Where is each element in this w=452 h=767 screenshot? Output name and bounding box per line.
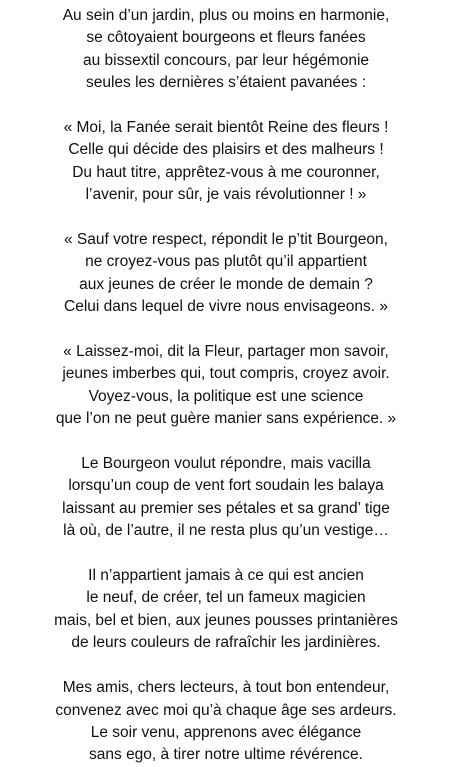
poem-line: de leurs couleurs de rafraîchir les jardinières. [71, 634, 381, 652]
stanza-3 [0, 229, 452, 319]
poem-line: sans ego, à tirer notre ultime révérence. [89, 746, 363, 764]
poem [0, 5, 452, 767]
poem-line: Il n’appartient jamais à ce qui est ancien [88, 567, 364, 585]
poem-line: seules les dernières s’étaient pavanées : [85, 74, 367, 92]
poem-line: Celui dans lequel de vivre nous envisageons. » [64, 298, 388, 316]
poem-line: là où, de l’autre, il ne resta plus qu’un vestige… [63, 522, 389, 540]
poem-line: Mes amis, chers lecteurs, à tout bon entendeur, [62, 679, 390, 697]
poem-line: Celle qui décide des plaisirs et des malheurs ! [68, 141, 384, 159]
poem-line: se côtoyaient bourgeons et fleurs fanées [86, 29, 366, 47]
poem-line: l’avenir, pour sûr, je vais révolutionner ! » [85, 186, 367, 204]
poem-line: convenez avec moi qu’à chaque âge ses ardeurs. [55, 701, 397, 719]
poem-line: Le Bourgeon voulut répondre, mais vacilla [81, 455, 371, 473]
poem-line: « Sauf votre respect, répondit le p’tit Bourgeon, [64, 231, 388, 249]
poem-line: laissant au premier ses pétales et sa grand’ tige [62, 499, 390, 517]
poem-line: Voyez-vous, la politique est une science [88, 387, 364, 405]
stanza-1 [0, 5, 452, 95]
poem-line: « Laissez-moi, dit la Fleur, partager mon savoir, [63, 343, 389, 361]
poem-line: lorsqu’un coup de vent fort soudain les balaya [68, 477, 384, 495]
stanza-4 [0, 341, 452, 431]
poem-line: jeunes imberbes qui, tout compris, croyez avoir. [62, 365, 390, 383]
poem-line: « Moi, la Fanée serait bientôt Reine des fleurs ! [63, 119, 389, 137]
poem-line: Du haut titre, apprêtez-vous à me couronner, [72, 163, 380, 181]
poem-line: le neuf, de créer, tel un fameux magicien [86, 589, 366, 607]
poem-line: que l’on ne peut guère manier sans expérience. » [55, 410, 397, 428]
poem-line: Le soir venu, apprenons avec élégance [90, 723, 362, 741]
poem-line: aux jeunes de créer le monde de demain ? [79, 275, 373, 293]
stanza-5 [0, 453, 452, 543]
stanza-2 [0, 117, 452, 207]
stanza-6 [0, 565, 452, 655]
poem-line: mais, bel et bien, aux jeunes pousses printanières [54, 611, 398, 629]
poem-line: ne croyez-vous pas plutôt qu’il appartient [85, 253, 367, 271]
poem-line: au bissextil concours, par leur hégémonie [82, 51, 370, 69]
stanza-7 [0, 677, 452, 767]
poem-line: Au sein d’un jardin, plus ou moins en harmonie, [62, 7, 390, 24]
